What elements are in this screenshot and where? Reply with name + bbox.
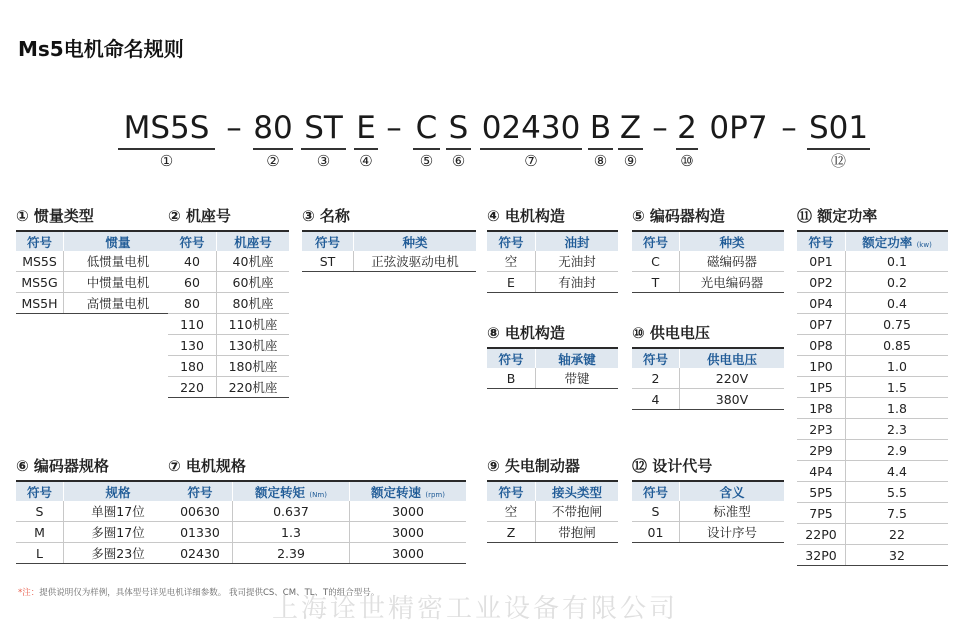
column-header: 符号 [16,231,64,251]
cell-value: 80机座 [217,293,290,314]
cell-code: 空 [487,501,536,522]
cell-code: 2P3 [797,419,846,440]
column-header: 符号 [487,481,536,501]
cell-code: T [632,272,680,293]
table-row [487,501,618,522]
cell-value: 2.3 [846,419,949,440]
table-row [487,272,618,293]
footnote-text: 提供说明仅为样例，具体型号详见电机详细参数。 我司提供CS、CM、TL、T的组合型号。 [39,588,380,598]
brake-table [487,480,618,543]
section-shaft-key [487,322,618,389]
table-row [632,251,784,272]
column-header: 符号 [16,481,64,501]
table-row [797,356,948,377]
cell-code: 0P7 [797,314,846,335]
cell-code: 0P4 [797,293,846,314]
cell-value: 0.2 [846,272,949,293]
frame-table [168,230,289,398]
table-header-row [632,348,784,368]
code-segment-brake: Z ⑨ [619,110,642,170]
table-row [797,314,948,335]
cell-value: 标准型 [680,501,785,522]
cell-code: 80 [168,293,217,314]
cell-code: 02430 [168,543,233,564]
code-segment-voltage: 2 ⑩ [677,110,697,170]
table-row [797,503,948,524]
cell-code: 1P5 [797,377,846,398]
table-row [16,272,172,293]
section-inertia-type [16,205,172,314]
cell-code: 7P5 [797,503,846,524]
code-dash: – [781,110,797,146]
column-header: 符号 [168,231,217,251]
supply-voltage-table [632,347,784,410]
cell-value: 带抱闸 [536,522,619,543]
cell-value: 40机座 [217,251,290,272]
column-header: 额定转速 (rpm) [350,481,467,501]
callout-number: ⑩ [680,152,694,170]
cell-code: ST [302,251,354,272]
code-dash: – [386,110,402,146]
code-dash: – [226,110,242,146]
cell-value: 带键 [536,368,619,389]
column-header: 供电电压 [680,348,785,368]
code-segment-inertia: MS5S ① [118,108,215,150]
table-row [797,419,948,440]
section-title: ⑦ 电机规格 [168,457,246,475]
cell-code: MS5H [16,293,64,314]
table-row [16,501,172,522]
footnote-mark: *注： [18,588,40,598]
callout-number: ⑦ [524,152,538,170]
table-row [632,501,784,522]
column-header: 符号 [487,231,536,251]
cell-value: 1.5 [846,377,949,398]
section-title: ⑩ 供电电压 [632,324,710,342]
section-design-code [632,455,784,543]
cell-code: L [16,543,64,564]
table-row [302,251,476,272]
cell-value: 不带抱闸 [536,501,619,522]
cell-code: 0P1 [797,251,846,272]
column-header: 符号 [168,481,233,501]
cell-code: 00630 [168,501,233,522]
cell-code: 5P5 [797,482,846,503]
rated-power-table [797,230,948,566]
unit-label: (kw) [916,240,932,249]
code-segment-design: S01 ⑫ [808,110,869,170]
section-title: ③ 名称 [302,207,350,225]
table-row [168,522,466,543]
table-header-row [16,231,172,251]
section-name [302,205,476,272]
cell-value: 0.1 [846,251,949,272]
unit-label: (rpm) [425,490,445,499]
table-row [168,293,289,314]
cell-code: 空 [487,251,536,272]
table-header-row [16,481,172,501]
table-header-row [487,231,618,251]
table-row [16,522,172,543]
model-code-line [0,108,954,172]
name-table [302,230,476,272]
cell-value: 2.39 [233,543,350,564]
table-row [168,272,289,293]
column-header: 接头类型 [536,481,619,501]
cell-value: 130机座 [217,335,290,356]
cell-value: 7.5 [846,503,949,524]
column-header: 符号 [632,481,680,501]
unit-label: (Nm) [309,490,327,499]
column-header: 种类 [354,231,477,251]
cell-value: 60机座 [217,272,290,293]
table-row [632,522,784,543]
section-title: ④ 电机构造 [487,207,565,225]
table-row [16,543,172,564]
cell-value: 磁编码器 [680,251,785,272]
cell-code: 110 [168,314,217,335]
motor-spec-table [168,480,466,564]
cell-value: 2.9 [846,440,949,461]
table-row [168,501,466,522]
callout-number: ② [266,152,280,170]
table-header-row [632,481,784,501]
cell-code: MS5G [16,272,64,293]
column-header: 符号 [487,348,536,368]
cell-value: 设计序号 [680,522,785,543]
cell-value: 0.85 [846,335,949,356]
cell-code: S [16,501,64,522]
callout-number: ④ [359,152,373,170]
cell-value: 有油封 [536,272,619,293]
cell-value: 3000 [350,501,467,522]
table-header-row [168,231,289,251]
column-header: 油封 [536,231,619,251]
section-motor-spec [168,455,466,564]
cell-code: E [487,272,536,293]
section-title: ⑧ 电机构造 [487,324,565,342]
cell-value: 单圈17位 [64,501,173,522]
table-row [168,377,289,398]
table-row [797,335,948,356]
cell-value: 1.8 [846,398,949,419]
cell-value: 0.4 [846,293,949,314]
code-segment-encoder-type: C ⑤ [413,108,440,150]
column-header: 惯量 [64,231,173,251]
section-title: ② 机座号 [168,207,231,225]
section-frame-size [168,205,289,398]
code-segment-frame: 80 ② [253,110,293,170]
table-row [632,389,784,410]
section-rated-power [797,205,948,566]
cell-value: 0.637 [233,501,350,522]
cell-value: 4.4 [846,461,949,482]
table-row [797,482,948,503]
cell-value: 多圈17位 [64,522,173,543]
section-title: ⑤ 编码器构造 [632,207,725,225]
table-row [797,461,948,482]
cell-value: 中惯量电机 [64,272,173,293]
oil-seal-table [487,230,618,293]
table-row [632,272,784,293]
column-header: 机座号 [217,231,290,251]
table-row [487,522,618,543]
section-oil-seal [487,205,618,293]
encoder-spec-table [16,480,172,564]
table-row [797,524,948,545]
table-row [168,314,289,335]
cell-value: 高惯量电机 [64,293,173,314]
table-row [168,356,289,377]
cell-value: 110机座 [217,314,290,335]
callout-number: ③ [316,152,331,170]
section-title: ⑨ 失电制动器 [487,457,580,475]
column-header: 规格 [64,481,173,501]
section-brake [487,455,618,543]
cell-code: S [632,501,680,522]
table-row [487,251,618,272]
column-header: 符号 [302,231,354,251]
table-row [797,545,948,566]
column-header: 额定转矩 (Nm) [233,481,350,501]
cell-value: 1.0 [846,356,949,377]
table-row [797,293,948,314]
cell-value: 低惯量电机 [64,251,173,272]
cell-code: 180 [168,356,217,377]
callout-number: ⑫ [830,152,846,170]
code-segment-motor-spec: 02430 ⑦ [481,110,581,170]
page-title: Ms5电机命名规则 [18,37,184,61]
callout-number: ⑤ [419,152,434,170]
cell-code: 01 [632,522,680,543]
column-header: 含义 [680,481,785,501]
table-header-row [487,348,618,368]
cell-code: 22P0 [797,524,846,545]
cell-code: 1P0 [797,356,846,377]
table-row [16,251,172,272]
cell-value: 220机座 [217,377,290,398]
section-title: ⑪ 额定功率 [797,207,878,225]
code-segment-construction: E ④ [354,108,378,150]
cell-code: 0P2 [797,272,846,293]
cell-value: 5.5 [846,482,949,503]
section-title: ① 惯量类型 [16,207,94,225]
cell-code: B [487,368,536,389]
cell-value: 380V [680,389,785,410]
table-header-row [797,231,948,251]
table-row [16,293,172,314]
callout-number: ⑨ [623,152,638,170]
table-row [168,335,289,356]
encoder-construction-table [632,230,784,293]
cell-value: 无油封 [536,251,619,272]
table-row [168,251,289,272]
column-header: 额定功率 (kw) [846,231,949,251]
cell-code: 01330 [168,522,233,543]
cell-code: M [16,522,64,543]
cell-value: 多圈23位 [64,543,173,564]
section-encoder-spec [16,455,172,564]
table-header-row [168,481,466,501]
cell-code: 32P0 [797,545,846,566]
code-segment-power: 0P7 [709,110,768,146]
table-row [168,543,466,564]
cell-code: 60 [168,272,217,293]
callout-number: ① [159,152,174,170]
cell-code: 4P4 [797,461,846,482]
cell-code: 4 [632,389,680,410]
cell-code: MS5S [16,251,64,272]
column-header: 符号 [632,348,680,368]
cell-value: 32 [846,545,949,566]
cell-code: 40 [168,251,217,272]
section-encoder-construction [632,205,784,293]
table-row [797,251,948,272]
column-header: 符号 [797,231,846,251]
callout-number: ⑥ [451,152,466,170]
code-segment-shaft: B ⑧ [589,110,612,170]
cell-code: 1P8 [797,398,846,419]
cell-code: Z [487,522,536,543]
cell-value: 3000 [350,522,467,543]
cell-value: 0.75 [846,314,949,335]
cell-value: 180机座 [217,356,290,377]
table-row [797,377,948,398]
watermark: 上海诠世精密工业设备有限公司 [272,594,679,624]
cell-value: 正弦波驱动电机 [354,251,477,272]
cell-value: 3000 [350,543,467,564]
callout-number: ⑧ [593,152,608,170]
section-supply-voltage [632,322,784,410]
cell-code: 2 [632,368,680,389]
design-code-table [632,480,784,543]
table-header-row [632,231,784,251]
code-dash: – [652,110,668,146]
cell-value: 220V [680,368,785,389]
column-header: 种类 [680,231,785,251]
cell-value: 22 [846,524,949,545]
table-row [797,272,948,293]
table-row [632,368,784,389]
column-header: 符号 [632,231,680,251]
section-title: ⑥ 编码器规格 [16,457,109,475]
table-header-row [302,231,476,251]
cell-code: 2P9 [797,440,846,461]
table-row [797,398,948,419]
code-segment-name: ST ③ [301,108,346,150]
shaft-key-table [487,347,618,389]
table-row [797,440,948,461]
cell-value: 1.3 [233,522,350,543]
column-header: 轴承键 [536,348,619,368]
section-title: ⑫ 设计代号 [632,457,713,475]
cell-code: 220 [168,377,217,398]
code-segment-encoder-spec: S ⑥ [446,108,471,150]
cell-code: 0P8 [797,335,846,356]
inertia-table [16,230,172,314]
cell-value: 光电编码器 [680,272,785,293]
cell-code: C [632,251,680,272]
cell-code: 130 [168,335,217,356]
table-header-row [487,481,618,501]
table-row [487,368,618,389]
